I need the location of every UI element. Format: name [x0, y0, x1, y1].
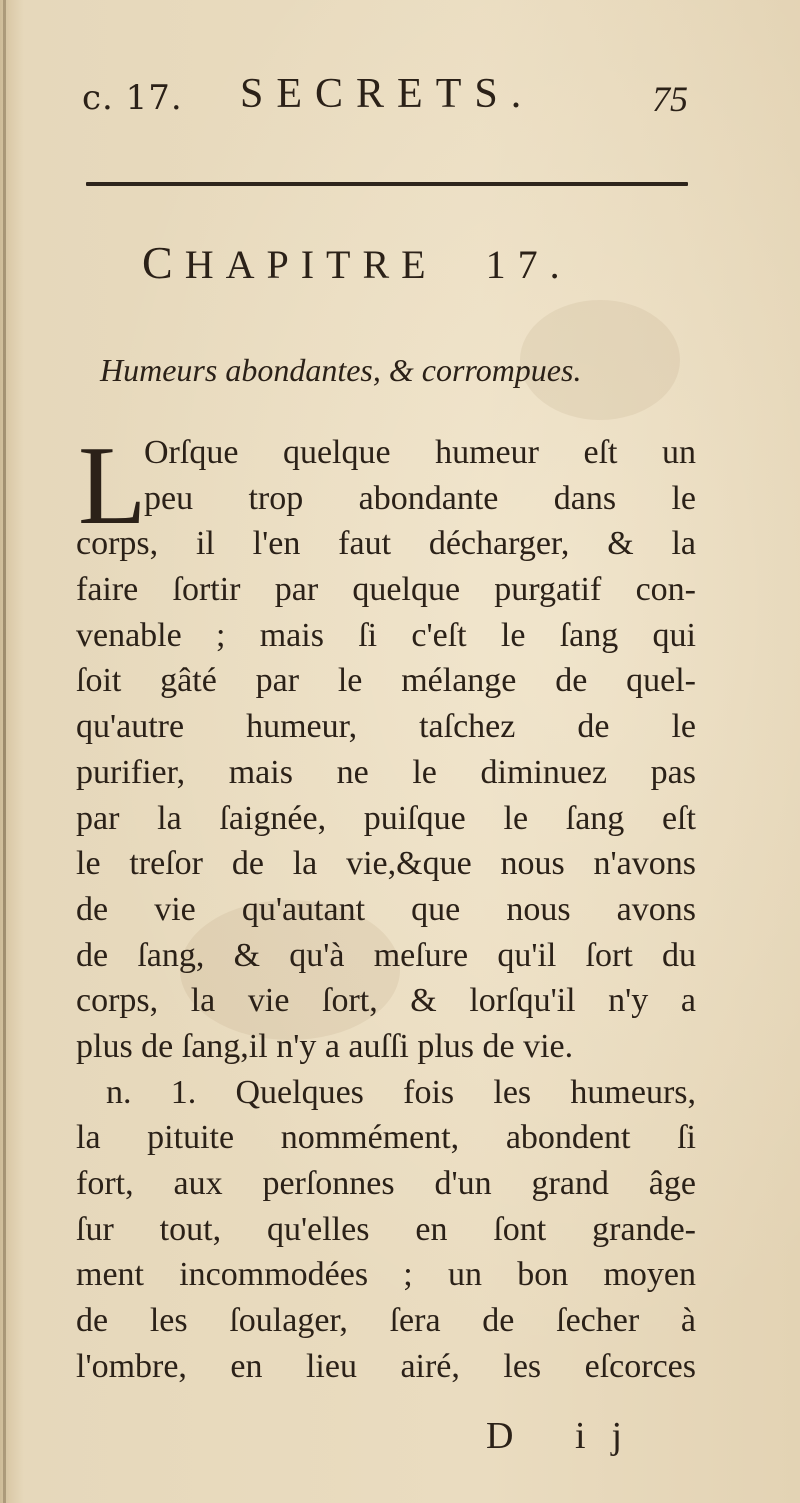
- page-gutter: [3, 0, 6, 1503]
- text-line: par la ſaignée, puiſque le ſang eſt: [76, 799, 696, 837]
- text-line: peu trop abondante dans le: [144, 479, 696, 517]
- chapter-heading: [142, 236, 572, 289]
- text-line: Orſque quelque humeur eſt un: [144, 434, 696, 471]
- text-line: qu'autre humeur, taſchez de le: [76, 708, 696, 746]
- text-line: fort, aux perſonnes d'un grand âge: [76, 1165, 696, 1202]
- text-line: corps, il l'en faut décharger, & la: [76, 525, 696, 563]
- text-line: l'ombre, en lieu airé, les eſcorces: [76, 1347, 696, 1385]
- signature-mark: D ij: [486, 1415, 649, 1457]
- text-line: la pituite nommément, abondent ſi: [76, 1119, 696, 1157]
- body-text: [76, 424, 696, 1389]
- text-line: le treſor de la vie,&que nous n'avons: [76, 845, 696, 883]
- text-line: de ſang, & qu'à meſure qu'il ſort du: [76, 936, 696, 974]
- header-rule: [86, 182, 688, 186]
- running-head-chapter: c. 17.: [82, 78, 183, 118]
- text-line: purifier, mais ne le diminuez pas: [76, 753, 696, 791]
- text-line: ſur tout, qu'elles en ſont grande-: [76, 1210, 696, 1248]
- text-line: de vie qu'autant que nous avons: [76, 890, 696, 928]
- chapter-heading-word: HAPITRE: [184, 242, 438, 287]
- text-line: venable ; mais ſi c'eſt le ſang qui: [76, 616, 696, 654]
- text-line: de les ſoulager, ſera de ſecher à: [76, 1302, 696, 1340]
- text-line: corps, la vie ſort, & lorſqu'il n'y a: [76, 982, 696, 1020]
- chapter-heading-number: 17.: [485, 242, 572, 287]
- running-head-title: SECRETS.: [240, 71, 535, 117]
- running-head: [82, 70, 692, 130]
- chapter-subtitle: Humeurs abondantes, & corrompues.: [100, 352, 582, 388]
- text-line: ment incommodées ; un bon moyen: [76, 1256, 696, 1294]
- drop-cap: L: [78, 424, 147, 548]
- text-line: n. 1. Quelques fois les humeurs,: [106, 1073, 696, 1111]
- chapter-heading-initial: C: [142, 237, 185, 288]
- text-line: faire ſortir par quelque purgatif con-: [76, 571, 696, 609]
- text-line: ſoit gâté par le mélange de quel-: [76, 662, 696, 700]
- page-number: 75: [652, 79, 688, 119]
- text-line: plus de ſang,il n'y a auſſi plus de vie.: [76, 1027, 574, 1065]
